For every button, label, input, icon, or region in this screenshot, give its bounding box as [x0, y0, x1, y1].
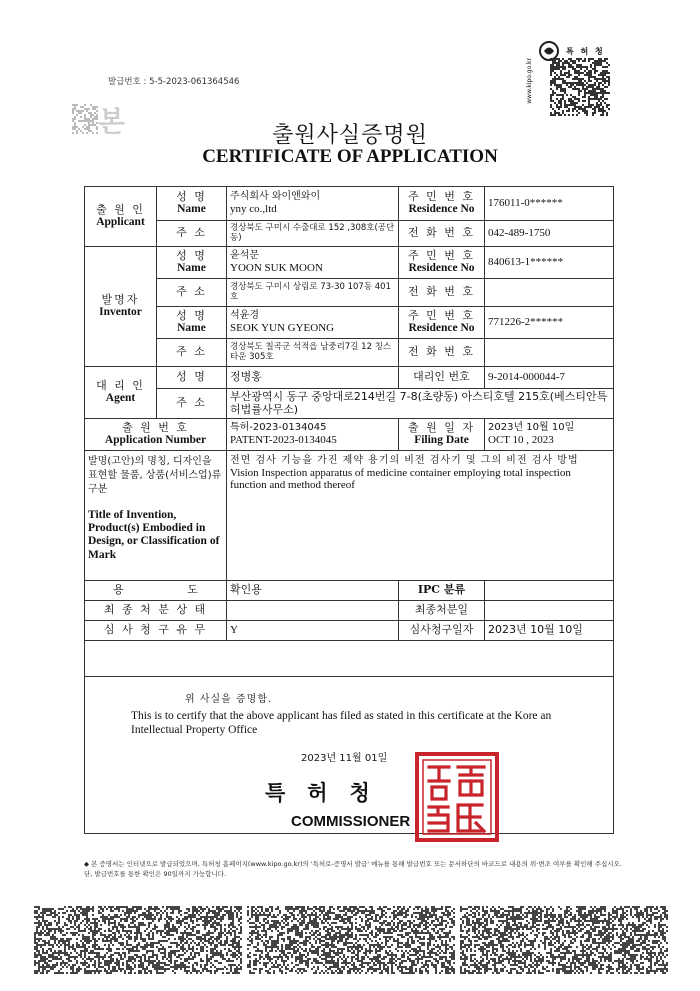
title-english: CERTIFICATE OF APPLICATION	[202, 146, 498, 167]
agent-number-label: 대리인 번호	[399, 367, 485, 389]
agent-label: 대 리 인 Agent	[85, 367, 157, 419]
inventor-residence-value: 840613-1******	[485, 247, 614, 279]
inventor-address-value: 경상북도 칠곡군 석적읍 남중리7길 12 칭스타운 305호	[227, 339, 399, 367]
agency-mark-small: 특 허 청	[566, 47, 605, 56]
residence-label: 주 민 번 호 Residence No	[399, 187, 485, 221]
issue-number: 발급번호 : 5-5-2023-061364546	[108, 77, 240, 87]
address-label: 주 소	[157, 389, 227, 419]
title-korean: 출원사실증명원	[272, 123, 428, 148]
watermark-char: 본	[98, 105, 126, 138]
final-status-label: 최 종 처 분 상 태	[85, 601, 227, 621]
kipo-logo-icon	[538, 40, 560, 62]
ipc-label: IPC 분류	[399, 581, 485, 601]
inventor-name-value: 윤석문 YOON SUK MOON	[227, 247, 399, 279]
name-label: 성 명 Name	[157, 187, 227, 221]
final-status-row	[85, 601, 614, 621]
inventor-address-row	[85, 279, 614, 307]
exam-date-value: 2023년 10월 10일	[485, 621, 614, 641]
applicant-name-value: 주식회사 와이앤와이 yny co.,ltd	[227, 187, 399, 221]
residence-label: 주 민 번 호 Residence No	[399, 247, 485, 279]
agent-name-row	[85, 367, 614, 389]
blank-row	[85, 641, 614, 677]
barcode-icon	[34, 906, 242, 974]
final-status-value	[227, 601, 399, 621]
applicant-address-value: 경상북도 구미시 수출대로 152 ,308호(공단동)	[227, 221, 399, 247]
application-number-label: 출 원 번 호 Application Number	[85, 419, 227, 451]
certification-row	[85, 677, 614, 834]
phone-label: 전 화 번 호	[399, 221, 485, 247]
agent-name-value: 정병홍	[227, 367, 399, 389]
applicant-phone-value: 042-489-1750	[485, 221, 614, 247]
inventor-name-value: 석윤경 SEOK YUN GYEONG	[227, 307, 399, 339]
invention-label: 발명(고안)의 명칭, 디자인을 표현할 물품, 상품(서비스업)류 구분 Title of Invention, Product(s) Embodied in Design, or Classification of Mark	[85, 451, 227, 581]
certify-english: This is to certify that the above applicant has filed as stated in this certificate at the Kore an Intellectual Property Office	[131, 710, 552, 737]
certificate-table	[84, 186, 614, 834]
application-number-value: 특허-2023-0134045 PATENT-2023-0134045	[227, 419, 399, 451]
filing-date-label: 출 원 일 자 Filing Date	[399, 419, 485, 451]
final-date-label: 최종처분일	[399, 601, 485, 621]
certify-date: 2023년 11월 01일	[301, 753, 388, 764]
invention-title: 전면 검사 기능을 가진 제약 용기의 비전 검사기 및 그의 비전 검사 방법 Vision Inspection apparatus of medicine container employing total inspection function and method thereof	[227, 451, 614, 581]
name-label: 성 명 Name	[157, 307, 227, 339]
application-row	[85, 419, 614, 451]
name-label: 성 명 Name	[157, 247, 227, 279]
certify-korean: 위 사실을 증명함.	[185, 694, 273, 705]
address-label: 주 소	[157, 279, 227, 307]
ipc-value	[485, 581, 614, 601]
usage-value: 확인용	[227, 581, 399, 601]
usage-row	[85, 581, 614, 601]
footnote: ◆ 본 증명서는 인터넷으로 발급되었으며, 특허청 홈페이지(www.kipo.go.kr)의 '특허로-증명서 발급' 메뉴를 통해 발급번호 또는 문서하단의 바코드로 내용의 위·변조 여부를 확인해 주십시오. 단, 발급번호를 통한 확인은 90일까지 가능합니다.	[84, 860, 622, 878]
agent-address-row	[85, 389, 614, 419]
exam-date-label: 심사청구일자	[399, 621, 485, 641]
phone-label: 전 화 번 호	[399, 279, 485, 307]
inventor-name-row	[85, 247, 614, 279]
exam-request-label: 심 사 청 구 유 무	[85, 621, 227, 641]
inventor-phone-value	[485, 279, 614, 307]
inventor-residence-value: 771226-2******	[485, 307, 614, 339]
address-label: 주 소	[157, 339, 227, 367]
filing-date-value: 2023년 10월 10일 OCT 10 , 2023	[485, 419, 614, 451]
barcode-icon	[460, 906, 668, 974]
inventor-name-row	[85, 307, 614, 339]
agent-number-value: 9-2014-000044-7	[485, 367, 614, 389]
inventor-address-row	[85, 339, 614, 367]
applicant-label: 출 원 인 Applicant	[85, 187, 157, 247]
commissioner-title: COMMISSIONER	[291, 813, 411, 830]
applicant-address-row	[85, 221, 614, 247]
exam-row	[85, 621, 614, 641]
inventor-phone-value	[485, 339, 614, 367]
usage-label: 용 도	[85, 581, 227, 601]
barcode-icon	[247, 906, 455, 974]
agent-address-value: 부산광역시 동구 중앙대로214번길 7-8(초량동) 아스티호텔 215호(베스티안특허법률사무소)	[227, 389, 614, 419]
invention-row	[85, 451, 614, 581]
agency-name: 특 허 청	[265, 781, 370, 805]
official-seal-icon	[414, 751, 500, 843]
phone-label: 전 화 번 호	[399, 339, 485, 367]
inventor-label: 발명자 Inventor	[85, 247, 157, 367]
residence-label: 주 민 번 호 Residence No	[399, 307, 485, 339]
applicant-residence-value: 176011-0******	[485, 187, 614, 221]
exam-request-value: Y	[227, 621, 399, 641]
address-label: 주 소	[157, 221, 227, 247]
inventor-address-value: 경상북도 구미시 상림로 73-30 107동 401호	[227, 279, 399, 307]
name-label: 성 명	[157, 367, 227, 389]
site-url: www.kipo.go.kr	[526, 58, 533, 104]
applicant-name-row	[85, 187, 614, 221]
final-date-value	[485, 601, 614, 621]
